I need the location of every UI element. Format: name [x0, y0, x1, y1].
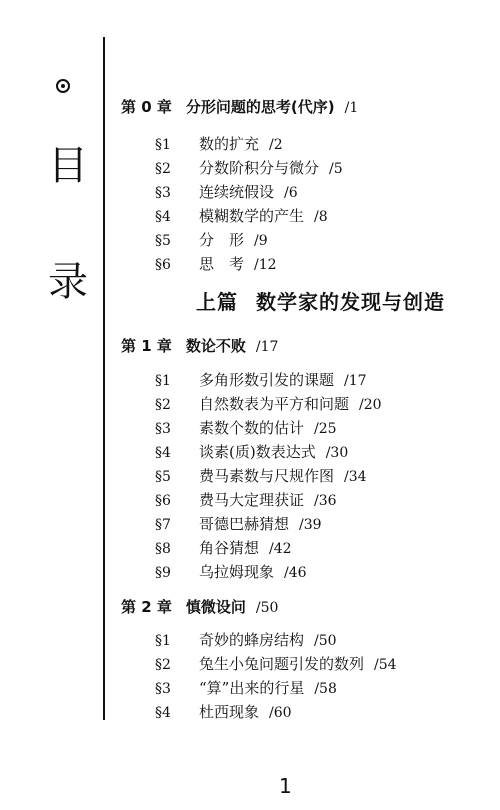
section-number: §1: [155, 633, 171, 649]
toc-entry[interactable]: [155, 678, 337, 699]
section-page: /58: [314, 681, 337, 697]
toc-entry[interactable]: [155, 158, 343, 179]
toc-entry[interactable]: [155, 630, 337, 651]
toc-entry[interactable]: [155, 702, 292, 723]
section-number: §5: [155, 469, 171, 485]
section-title: 分数阶积分与微分: [199, 159, 320, 177]
chapter-title: 分形问题的思考(代序): [185, 98, 335, 116]
toc-entry[interactable]: [155, 394, 382, 415]
section-number: §3: [155, 421, 171, 437]
section-title: 分 形: [199, 231, 245, 249]
section-title: “算”出来的行星: [199, 679, 305, 697]
section-number: §7: [155, 517, 171, 533]
chapter-number: 第 2 章: [121, 598, 172, 616]
section-title: 连续统假设: [199, 183, 275, 201]
chapter-title: 数论不败: [185, 337, 246, 355]
section-number: §6: [155, 257, 171, 273]
section-title: 谈素(质)数表达式: [199, 443, 316, 461]
section-page: /42: [269, 541, 292, 557]
chapter-page: /1: [344, 100, 359, 116]
chapter-heading[interactable]: [121, 97, 358, 118]
toc-entry[interactable]: [155, 418, 337, 439]
section-number: §1: [155, 373, 171, 389]
section-number: §6: [155, 493, 171, 509]
section-number: §2: [155, 657, 171, 673]
section-number: §3: [155, 185, 171, 201]
section-title: 思 考: [199, 255, 245, 273]
section-number: §1: [155, 137, 171, 153]
section-page: /12: [254, 257, 277, 273]
section-page: /25: [314, 421, 337, 437]
section-title: 角谷猜想: [199, 539, 260, 557]
part-heading[interactable]: [196, 290, 445, 314]
toc-entry[interactable]: [155, 134, 283, 155]
section-title: 数的扩充: [199, 135, 260, 153]
section-title: 哥德巴赫猜想: [199, 515, 290, 533]
toc-entry[interactable]: [155, 538, 292, 559]
section-number: §4: [155, 705, 171, 721]
section-page: /2: [269, 137, 283, 153]
section-page: /17: [344, 373, 367, 389]
toc-entry[interactable]: [155, 370, 367, 391]
part-label: 上篇: [196, 290, 238, 314]
chapter-heading[interactable]: [121, 597, 278, 618]
section-page: /50: [314, 633, 337, 649]
toc-entry[interactable]: [155, 230, 268, 251]
section-number: §5: [155, 233, 171, 249]
section-title: 素数个数的估计: [199, 419, 305, 437]
chapter-page: /50: [255, 600, 279, 616]
section-page: /46: [284, 565, 307, 581]
chapter-page: /17: [255, 339, 279, 355]
section-title: 多角形数引发的课题: [199, 371, 335, 389]
section-number: §3: [155, 681, 171, 697]
toc-entry[interactable]: [155, 442, 348, 463]
section-title: 费马大定理获证: [199, 491, 305, 509]
section-page: /54: [374, 657, 397, 673]
toc-entry[interactable]: [155, 254, 277, 275]
section-title: 奇妙的蜂房结构: [199, 631, 305, 649]
section-page: /20: [359, 397, 382, 413]
section-title: 自然数表为平方和问题: [199, 395, 350, 413]
section-page: /60: [269, 705, 292, 721]
section-number: §9: [155, 565, 171, 581]
vertical-divider: [103, 37, 105, 720]
bullseye-icon: [56, 79, 70, 93]
section-page: /5: [329, 161, 343, 177]
section-number: §4: [155, 445, 171, 461]
side-title-char-2: 录: [48, 259, 88, 305]
toc-entry[interactable]: [155, 654, 397, 675]
page-number: 1: [279, 774, 292, 798]
section-page: /34: [344, 469, 367, 485]
chapter-number: 第 0 章: [121, 98, 172, 116]
section-number: §2: [155, 161, 171, 177]
chapter-heading[interactable]: [121, 336, 278, 357]
part-title: 数学家的发现与创造: [256, 290, 445, 314]
chapter-title: 慎微设问: [185, 598, 246, 616]
section-page: /39: [299, 517, 322, 533]
side-title-char-1: 目: [48, 143, 88, 189]
section-page: /6: [284, 185, 298, 201]
section-page: /30: [325, 445, 349, 461]
section-title: 费马素数与尺规作图: [199, 467, 335, 485]
toc-entry[interactable]: [155, 562, 307, 583]
section-page: /9: [254, 233, 268, 249]
section-title: 杜西现象: [199, 703, 260, 721]
section-number: §2: [155, 397, 171, 413]
section-title: 乌拉姆现象: [199, 563, 275, 581]
toc-entry[interactable]: [155, 490, 337, 511]
section-number: §4: [155, 209, 171, 225]
section-page: /8: [314, 209, 328, 225]
toc-entry[interactable]: [155, 466, 367, 487]
section-title: 模糊数学的产生: [199, 207, 305, 225]
toc-entry[interactable]: [155, 514, 322, 535]
chapter-number: 第 1 章: [121, 337, 172, 355]
section-page: /36: [314, 493, 337, 509]
section-title: 兔生小兔问题引发的数列: [199, 655, 365, 673]
toc-entry[interactable]: [155, 206, 328, 227]
section-number: §8: [155, 541, 171, 557]
toc-entry[interactable]: [155, 182, 298, 203]
